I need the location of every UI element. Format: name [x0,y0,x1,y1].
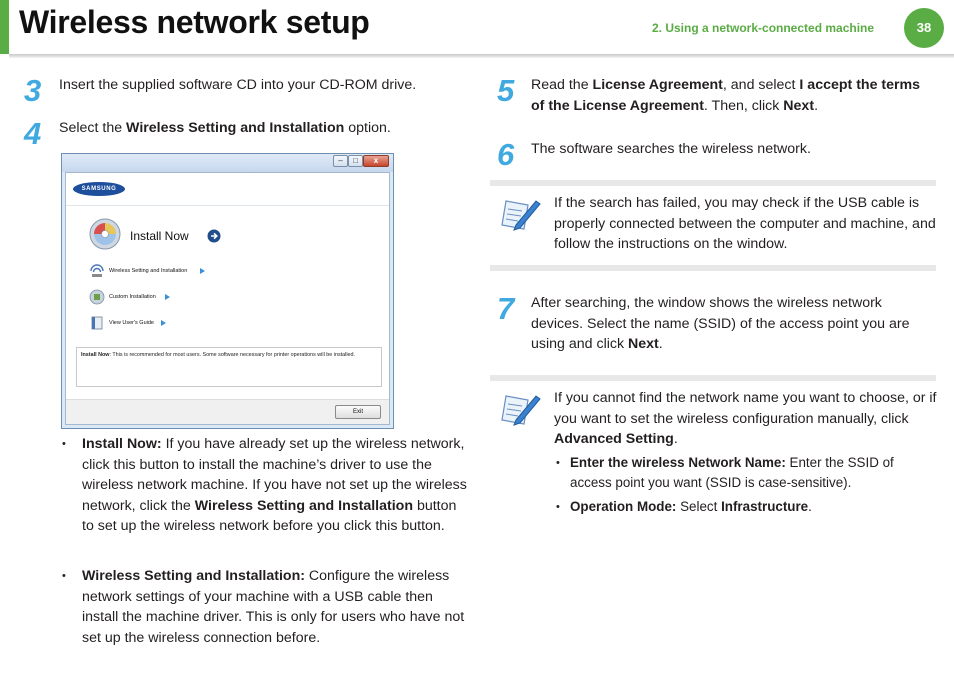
custom-install-icon [89,289,105,305]
sub-bullet-1-bold: Enter the wireless Network Name: [570,455,786,470]
description-box [76,347,382,387]
guide-icon [89,315,105,331]
note-2-bold: Advanced Setting [554,431,674,447]
bullet-dot: • [556,457,560,469]
note-pencil-icon [500,390,542,428]
exit-button[interactable]: Exit [335,405,381,419]
note-pencil-icon [500,195,542,233]
samsung-logo: SAMSUNG [73,182,125,196]
note-1-text: If the search has failed, you may check if the USB cable is properly connected between the computer and machine, and follow the instructions on the window. [554,195,936,252]
menu-item-view-guide[interactable]: View User's Guide [109,320,154,326]
maximize-button[interactable]: □ [348,155,363,167]
wireless-icon [89,263,105,279]
menu-item-wireless-setting[interactable]: Wireless Setting and Installation [109,268,188,274]
note-2-text [554,388,939,450]
page-number-badge: 38 [904,8,944,48]
bullet-1-bold: Install Now: [82,436,162,452]
note-top-band [490,180,936,186]
step-5-number: 5 [497,73,515,108]
bullet-1-post: button to set up the wireless network before you click this button. [82,497,457,534]
bullet-2-bold: Wireless Setting and Installation: [82,568,305,584]
step-4-bold: Wireless Setting and Installation [126,120,345,136]
note-2-pre: If you cannot find the network name you want to choose, or if you want to set the wireless configuration manually, click [554,390,937,427]
menu-arrow-icon [165,294,170,300]
menu-arrow-icon [161,320,166,326]
sub-bullet-1-text: Enter the SSID of access point you want (SSID is case-sensitive). [570,455,894,490]
note-2-post: . [673,431,678,447]
header-divider [9,54,954,58]
step-5-mid2: . Then, click [703,97,784,114]
minimize-button[interactable]: – [333,155,348,167]
window-separator [66,205,389,206]
bullet-1-bold2: Wireless Setting and Installation [194,497,414,514]
arrow-circle-icon[interactable] [207,229,221,243]
install-now-label[interactable]: Install Now [130,229,189,243]
step-5-text [531,75,936,116]
note-bottom-band [490,265,936,271]
disc-icon [89,218,121,250]
window-titlebar [62,154,393,172]
step-3-number: 3 [24,73,42,108]
sub-bullet-2-mid: Select [676,499,722,514]
step-4-text [59,118,459,139]
menu-arrow-icon [200,268,205,274]
step-7-pre: After searching, the window shows the wireless network devices. Select the name (SSID) of the access point you are using and click [531,295,910,352]
chapter-label: 2. Using a network-connected machine [652,21,875,35]
step-4-pre: Select the [59,120,127,136]
sub-bullet-2-bold: Operation Mode: [570,499,677,514]
step-6-number: 6 [497,137,515,172]
window-body [65,172,390,425]
close-button[interactable]: x [363,155,389,167]
step-7-post: . [658,336,663,352]
bullet-dot: • [556,501,560,513]
bullet-install-now [82,434,467,537]
step-5-pre: Read the [531,77,593,93]
step-4-post: option. [344,120,391,136]
step-3-text: Insert the supplied software CD into your CD-ROM drive. [59,77,417,93]
menu-item-custom-installation[interactable]: Custom Installation [109,294,156,300]
step-5-bold1: License Agreement [592,77,723,93]
step-4-number: 4 [24,116,42,151]
step-6-text: The software searches the wireless network. [531,141,811,157]
step-5-mid: , and select [722,77,800,93]
accent-bar [0,0,9,54]
sub-bullet-2-post: . [808,499,812,514]
installer-window [61,153,394,429]
sub-bullet-2-bold2: Infrastructure [721,499,809,514]
sub-bullet-network-name [570,453,930,492]
step-5-bold2: I accept the terms of the License Agreement [531,77,921,114]
bullet-dot: • [62,570,66,582]
description-text: : This is recommended for most users. Some software necessary for printer operations will be installed. [109,352,356,358]
note-top-band [490,375,936,381]
description-bold: Install Now [81,352,110,358]
bullet-wireless-setting [82,566,467,648]
bullet-dot: • [62,438,66,450]
bullet-2-text: Configure the wireless network settings of your machine with a USB cable then install the machine driver. This is only for users who have not set up the wireless connection before. [82,568,465,646]
step-7-text [531,293,931,355]
step-5-post: . [814,97,819,114]
window-footer [66,399,389,424]
step-7-number: 7 [497,291,515,326]
step-5-bold3: Next [783,97,815,114]
sub-bullet-operation-mode [570,497,930,517]
page-title: Wireless network setup [19,4,370,40]
bullet-1-text: If you have already set up the wireless network, click this button to install the machine’s driver to use the wireless network machine. If you have not set up the wireless network, click the [82,436,467,514]
step-7-bold: Next [628,336,659,352]
